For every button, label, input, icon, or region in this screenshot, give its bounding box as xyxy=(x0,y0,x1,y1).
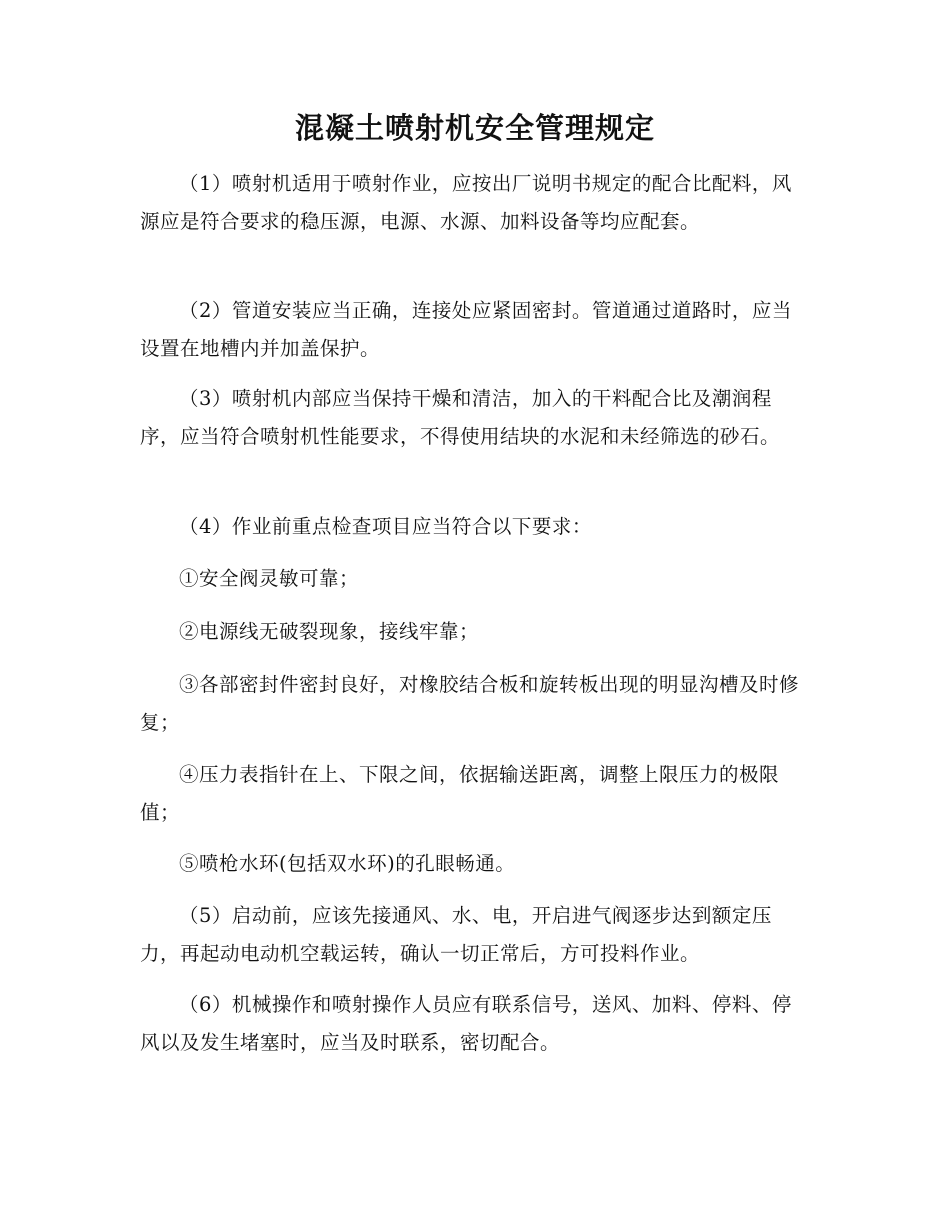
paragraph-3: （3）喷射机内部应当保持干燥和清洁，加入的干料配合比及潮润程序，应当符合喷射机性能要求，不得使用结块的水泥和未经筛选的砂石。 xyxy=(140,387,781,448)
paragraph-5: （5）启动前，应该先接通风、水、电，开启进气阀逐步达到额定压力，再起动电动机空载运转，确认一切正常后，方可投料作业。 xyxy=(140,904,772,965)
list-item-2: ②电源线无破裂现象，接线牢靠； xyxy=(179,620,480,643)
paragraph-2: （2）管道安装应当正确，连接处应紧固密封。管道通过道路时，应当设置在地槽内并加盖保护。 xyxy=(140,299,792,360)
list-item-5: ⑤喷枪水环(包括双水环)的孔眼畅通。 xyxy=(179,852,516,875)
paragraph-1: （1）喷射机适用于喷射作业，应按出厂说明书规定的配合比配料，风源应是符合要求的稳压源，电源、水源、加料设备等均应配套。 xyxy=(140,172,792,233)
list-item-1: ①安全阀灵敏可靠； xyxy=(179,567,360,590)
list-item-3: ③各部密封件密封良好，对橡胶结合板和旋转板出现的明显沟槽及时修复； xyxy=(140,673,800,734)
document-title: 混凝土喷射机安全管理规定 xyxy=(294,111,655,145)
paragraph-6: （6）机械操作和喷射操作人员应有联系信号，送风、加料、停料、停风以及发生堵塞时，应当及时联系，密切配合。 xyxy=(140,993,792,1054)
paragraph-4: （4）作业前重点检查项目应当符合以下要求： xyxy=(179,515,592,538)
list-item-4: ④压力表指针在上、下限之间，依据输送距离，调整上限压力的极限值； xyxy=(140,763,780,824)
